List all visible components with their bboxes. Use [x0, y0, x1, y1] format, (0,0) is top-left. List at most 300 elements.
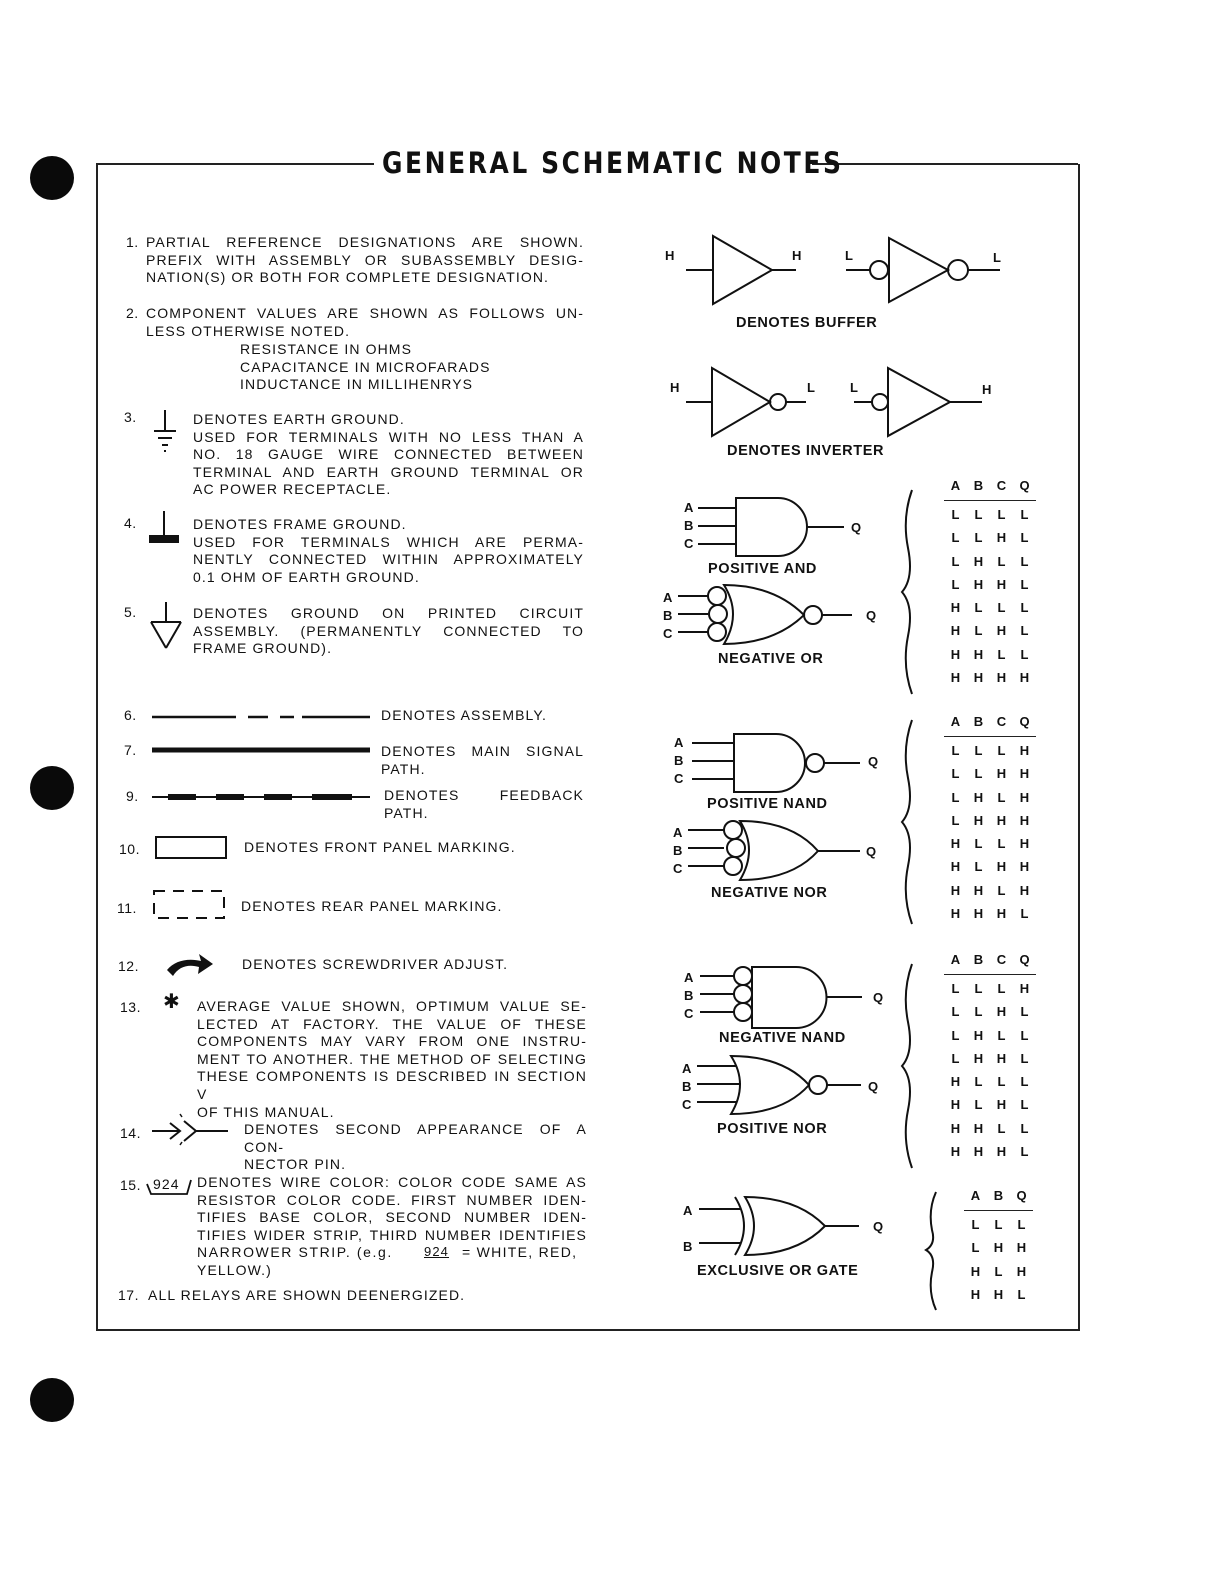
truth-table-cell: H	[950, 670, 961, 686]
positive-nor-gate-symbol	[697, 1054, 865, 1118]
truth-table-cell: H	[973, 1144, 984, 1160]
truth-table-cell: L	[974, 743, 983, 758]
nor-input-label: C	[663, 626, 673, 641]
truth-table-cell: L	[994, 1217, 1003, 1232]
xor-input-label: A	[683, 1203, 693, 1218]
truth-table-row	[964, 1264, 1033, 1287]
truth-table-header	[944, 478, 1036, 501]
rear-panel-box-icon	[153, 890, 225, 920]
truth-table-cell: H	[950, 623, 961, 639]
note-15-number: 15.	[120, 1177, 141, 1193]
truth-table-brace	[898, 488, 918, 696]
nand-output-label: Q	[868, 754, 879, 769]
note-6-text: DENOTES ASSEMBLY.	[381, 707, 548, 723]
text-line: NECTOR PIN.	[244, 1156, 347, 1173]
text-line: TIFIES BASE COLOR, SECOND NUMBER IDEN-	[197, 1209, 587, 1226]
truth-table-cell: H	[973, 1120, 984, 1136]
note-10-text: DENOTES FRONT PANEL MARKING.	[244, 839, 516, 855]
text-line: INDUCTANCE IN MILLIHENRYS	[240, 376, 474, 393]
truth-table-cell: H	[1019, 812, 1030, 828]
truth-table-cell: L	[974, 507, 983, 522]
text-line: DENOTES SECOND APPEARANCE OF A CON-	[244, 1121, 587, 1155]
negnand-output-label: Q	[873, 990, 884, 1005]
truth-table-cell: L	[951, 507, 960, 522]
truth-table-header	[964, 1188, 1033, 1211]
xor-input-label: B	[683, 1239, 693, 1254]
truth-table-row	[944, 1144, 1036, 1167]
note-13-number: 13.	[120, 999, 141, 1015]
text-line: USED FOR TERMINALS WITH NO LESS THAN A	[193, 428, 584, 445]
note-15-example-colors: = WHITE, RED,	[462, 1244, 578, 1261]
frame-top-rule-left	[96, 163, 374, 165]
nand-input-label: B	[674, 753, 684, 768]
truth-table-cell: H	[1016, 1263, 1027, 1279]
truth-table-cell: L	[974, 766, 983, 782]
truth-table-cell: H	[993, 1286, 1004, 1302]
truth-table-cell: H	[973, 1050, 984, 1066]
text-line: FRAME GROUND).	[193, 640, 333, 657]
truth-table-cell: H	[973, 576, 984, 592]
truth-table-cell: L	[1020, 623, 1029, 639]
truth-table-cell: H	[996, 812, 1007, 828]
text-line: USED FOR TERMINALS WHICH ARE PERMA-	[193, 533, 584, 550]
truth-table-row	[964, 1287, 1033, 1310]
truth-table-row	[944, 1051, 1036, 1074]
truth-table-row	[944, 670, 1036, 693]
truth-table-cell: H	[996, 859, 1007, 875]
text-line: PATH.	[384, 804, 429, 821]
buffer-gate-symbol	[686, 234, 1006, 308]
truth-table-row	[944, 906, 1036, 929]
truth-table-cell: L	[1020, 507, 1029, 522]
and-input-label: A	[684, 500, 694, 515]
truth-table-row	[944, 554, 1036, 577]
buffer-label: L	[845, 248, 853, 263]
truth-table-cell: H	[970, 1263, 981, 1279]
asterisk-icon: ✱	[163, 991, 181, 1013]
text-line: CAPACITANCE IN MICROFARADS	[240, 358, 491, 375]
truth-table-cell: L	[974, 530, 983, 546]
truth-table-cell: H	[1016, 1240, 1027, 1256]
truth-table-brace	[922, 1190, 942, 1312]
truth-table-cell: L	[1017, 1217, 1026, 1232]
note-15-example-text: NARROWER STRIP. (e.g.	[197, 1244, 393, 1261]
posnor-input-label: B	[682, 1079, 692, 1094]
negnor-input-label: C	[673, 861, 683, 876]
text-line: TERMINAL AND EARTH GROUND TERMINAL OR	[193, 463, 584, 480]
truth-table-header-cell: Q	[1019, 714, 1030, 729]
inverter-label: L	[850, 380, 858, 395]
truth-table-row	[964, 1217, 1033, 1240]
posnor-output-label: Q	[868, 1079, 879, 1094]
text-line: LESS OTHERWISE NOTED.	[146, 322, 351, 339]
truth-table-cell: H	[950, 836, 961, 852]
truth-table-cell: L	[997, 981, 1006, 996]
note-2-text	[146, 305, 584, 340]
truth-table-cell: L	[997, 600, 1006, 616]
positive-nand-caption: POSITIVE NAND	[707, 796, 828, 812]
truth-table-row	[944, 1028, 1036, 1051]
truth-table-cell: L	[974, 1074, 983, 1090]
truth-table-row	[964, 1240, 1033, 1263]
truth-table-cell: L	[997, 1074, 1006, 1090]
truth-table-row	[944, 577, 1036, 600]
truth-table-cell: H	[950, 646, 961, 662]
note-15-text	[197, 1174, 587, 1280]
truth-table-header-cell: A	[950, 478, 961, 493]
note-5-text	[193, 605, 584, 658]
truth-table-cell: H	[996, 623, 1007, 639]
note-3-text	[193, 411, 584, 499]
binder-hole-top	[30, 156, 74, 200]
buffer-label: H	[665, 248, 675, 263]
truth-table-header-cell: Q	[1016, 1188, 1027, 1203]
truth-table-row	[944, 507, 1036, 530]
note-3-number: 3.	[124, 409, 137, 425]
text-line: AVERAGE VALUE SHOWN, OPTIMUM VALUE SE-	[197, 998, 587, 1014]
truth-table-cell: H	[993, 1240, 1004, 1256]
truth-table-cell: H	[1019, 789, 1030, 805]
xor-output-label: Q	[873, 1219, 884, 1234]
truth-table-cell: H	[950, 1074, 961, 1090]
note-15-example-code: 924	[424, 1244, 449, 1259]
text-line: NATION(S) OR BOTH FOR COMPLETE DESIGNATION.	[146, 269, 550, 286]
truth-table-header	[944, 952, 1036, 975]
buffer-label: L	[993, 250, 1001, 265]
frame-top-rule-right	[812, 163, 1078, 165]
note-14-text	[244, 1121, 587, 1174]
note-17-text: ALL RELAYS ARE SHOWN DEENERGIZED.	[148, 1287, 466, 1303]
truth-table-cell: L	[997, 836, 1006, 852]
truth-table-cell: L	[1020, 1144, 1029, 1160]
assembly-line-icon	[152, 714, 370, 720]
truth-table-cell: L	[997, 1027, 1006, 1043]
text-line: 0.1 OHM OF EARTH GROUND.	[193, 568, 420, 585]
truth-table-cell: L	[974, 1097, 983, 1113]
inverter-label: H	[982, 382, 992, 397]
truth-table-nand-nor	[944, 714, 1036, 929]
text-line: PARTIAL REFERENCE DESIGNATIONS ARE SHOWN.	[146, 234, 584, 250]
truth-table-cell: H	[996, 576, 1007, 592]
binder-hole-middle	[30, 766, 74, 810]
truth-table-row	[944, 813, 1036, 836]
note-7-number: 7.	[124, 742, 137, 758]
inverter-gate-symbol	[686, 366, 986, 440]
truth-table-cell: H	[950, 859, 961, 875]
truth-table-cell: H	[950, 882, 961, 898]
truth-table-row	[944, 530, 1036, 553]
truth-table-cell: H	[1019, 981, 1030, 996]
text-line: PATH.	[381, 760, 426, 777]
truth-table-cell: H	[973, 553, 984, 569]
note-12-text: DENOTES SCREWDRIVER ADJUST.	[242, 956, 509, 972]
note-4-text	[193, 516, 584, 586]
truth-table-brace	[898, 718, 918, 926]
note-5-number: 5.	[124, 604, 137, 620]
truth-table-cell: L	[951, 530, 960, 546]
negative-nor-caption: NEGATIVE NOR	[711, 885, 828, 901]
binder-hole-bottom	[30, 1378, 74, 1422]
truth-table-cell: L	[1020, 906, 1029, 922]
text-line: RESISTANCE IN OHMS	[240, 341, 413, 357]
truth-table-cell: L	[951, 981, 960, 996]
negnand-input-label: B	[684, 988, 694, 1003]
truth-table-cell: H	[996, 906, 1007, 922]
truth-table-cell: L	[1020, 646, 1029, 662]
truth-table-header-cell: B	[993, 1188, 1004, 1203]
truth-table-cell: L	[1017, 1286, 1026, 1302]
truth-table-cell: L	[1020, 1004, 1029, 1020]
nor-output-label: Q	[866, 608, 877, 623]
note-1-number: 1.	[126, 234, 139, 250]
truth-table-cell: H	[950, 1120, 961, 1136]
truth-table-header-cell: C	[996, 952, 1007, 967]
truth-table-cell: H	[970, 1286, 981, 1302]
truth-table-row	[944, 647, 1036, 670]
truth-table-cell: H	[973, 906, 984, 922]
truth-table-row	[944, 981, 1036, 1004]
negative-or-caption: NEGATIVE OR	[718, 651, 824, 667]
truth-table-row	[944, 1097, 1036, 1120]
truth-table-row	[944, 836, 1036, 859]
truth-table-cell: L	[997, 882, 1006, 898]
posnor-input-label: C	[682, 1097, 692, 1112]
truth-table-row	[944, 600, 1036, 623]
truth-table-cell: H	[950, 600, 961, 616]
connector-pin-icon	[150, 1112, 230, 1148]
truth-table-cell: L	[951, 1027, 960, 1043]
truth-table-header-cell: C	[996, 714, 1007, 729]
truth-table-row	[944, 883, 1036, 906]
truth-table-cell: L	[997, 553, 1006, 569]
truth-table-row	[944, 623, 1036, 646]
truth-table-row	[944, 1121, 1036, 1144]
truth-table-cell: L	[1020, 530, 1029, 546]
note-2-units	[240, 341, 560, 394]
truth-table-cell: L	[997, 646, 1006, 662]
note-7-text	[381, 743, 584, 778]
note-1-text	[146, 234, 584, 287]
note-11-text: DENOTES REAR PANEL MARKING.	[241, 898, 503, 914]
front-panel-box-icon	[155, 836, 227, 860]
page-title: GENERAL SCHEMATIC NOTES	[382, 146, 844, 180]
truth-table-cell: L	[1020, 600, 1029, 616]
positive-nor-caption: POSITIVE NOR	[717, 1121, 828, 1137]
negative-nor-gate-symbol	[688, 818, 864, 884]
truth-table-cell: H	[1019, 766, 1030, 782]
text-line: THESE COMPONENTS IS DESCRIBED IN SECTION V	[197, 1068, 587, 1102]
exclusive-or-gate-symbol	[697, 1194, 863, 1258]
text-line: DENOTES WIRE COLOR: COLOR CODE SAME AS	[197, 1174, 587, 1190]
truth-table-header-cell: C	[996, 478, 1007, 493]
negative-nand-gate-symbol	[700, 964, 866, 1032]
negnor-output-label: Q	[866, 844, 877, 859]
truth-table-cell: L	[974, 1004, 983, 1020]
truth-table-cell: L	[951, 812, 960, 828]
truth-table-and-or	[944, 478, 1036, 693]
text-line: MENT TO ANOTHER. THE METHOD OF SELECTING	[197, 1050, 587, 1067]
truth-table-brace	[898, 962, 918, 1170]
truth-table-cell: L	[974, 600, 983, 616]
text-line: DENOTES FRAME GROUND.	[193, 516, 407, 532]
note-11-number: 11.	[117, 900, 137, 916]
truth-table-cell: H	[996, 766, 1007, 782]
wire-color-bracket-icon	[145, 1176, 193, 1198]
truth-table-cell: H	[950, 906, 961, 922]
truth-table-row	[944, 1004, 1036, 1027]
main-signal-line-icon	[152, 746, 370, 754]
truth-table-row	[944, 766, 1036, 789]
note-14-number: 14.	[120, 1125, 141, 1141]
truth-table-cell: H	[1019, 670, 1030, 686]
truth-table-cell: L	[1020, 553, 1029, 569]
truth-table-header-cell: A	[970, 1188, 981, 1203]
text-line: NO. 18 GAUGE WIRE CONNECTED BETWEEN	[193, 446, 584, 463]
pc-ground-icon	[150, 602, 182, 650]
text-line: PREFIX WITH ASSEMBLY OR SUBASSEMBLY DESIG-	[146, 251, 584, 268]
screwdriver-adjust-icon	[165, 952, 215, 978]
truth-table-row	[944, 790, 1036, 813]
truth-table-row	[944, 1074, 1036, 1097]
truth-table-cell: H	[1019, 836, 1030, 852]
positive-and-caption: POSITIVE AND	[708, 561, 817, 577]
truth-table-cell: L	[971, 1240, 980, 1256]
truth-table-cell: L	[951, 743, 960, 758]
truth-table-cell: H	[996, 1004, 1007, 1020]
note-10-number: 10.	[119, 841, 140, 857]
text-line: YELLOW.)	[197, 1261, 272, 1278]
truth-table-cell: H	[996, 1144, 1007, 1160]
text-line: ASSEMBLY. (PERMANENTLY CONNECTED TO	[193, 622, 584, 639]
truth-table-negnand-posnor	[944, 952, 1036, 1167]
buffer-caption: DENOTES BUFFER	[736, 315, 878, 331]
truth-table-cell: L	[951, 1004, 960, 1020]
truth-table-cell: H	[973, 812, 984, 828]
positive-and-gate-symbol	[698, 496, 848, 560]
and-input-label: B	[684, 518, 694, 533]
posnor-input-label: A	[682, 1061, 692, 1076]
truth-table-cell: H	[973, 1027, 984, 1043]
truth-table-cell: L	[951, 789, 960, 805]
negative-or-gate-symbol	[678, 582, 864, 648]
text-line: TIFIES WIDER STRIP, THIRD NUMBER IDENTIFIES	[197, 1226, 587, 1243]
truth-table-cell: H	[950, 1097, 961, 1113]
truth-table-header	[944, 714, 1036, 737]
truth-table-cell: H	[996, 530, 1007, 546]
truth-table-cell: L	[974, 981, 983, 996]
note-17-number: 17.	[118, 1287, 139, 1303]
nand-input-label: A	[674, 735, 684, 750]
truth-table-cell: L	[974, 836, 983, 852]
truth-table-cell: L	[974, 623, 983, 639]
exclusive-or-caption: EXCLUSIVE OR GATE	[697, 1263, 859, 1279]
text-line: DENOTES FEEDBACK	[384, 787, 584, 803]
negnor-input-label: A	[673, 825, 683, 840]
text-line: DENOTES EARTH GROUND.	[193, 411, 405, 427]
truth-table-header-cell: A	[950, 714, 961, 729]
truth-table-cell: L	[1020, 1050, 1029, 1066]
truth-table-cell: H	[996, 670, 1007, 686]
text-line: DENOTES MAIN SIGNAL	[381, 743, 584, 759]
truth-table-cell: L	[951, 553, 960, 569]
truth-table-cell: L	[951, 576, 960, 592]
feedback-line-icon	[152, 793, 370, 801]
inverter-label: L	[807, 380, 815, 395]
truth-table-cell: L	[1020, 1074, 1029, 1090]
truth-table-cell: H	[973, 882, 984, 898]
truth-table-cell: L	[1020, 576, 1029, 592]
truth-table-cell: L	[997, 1120, 1006, 1136]
truth-table-cell: L	[997, 743, 1006, 758]
truth-table-cell: L	[994, 1263, 1003, 1279]
truth-table-cell: H	[973, 789, 984, 805]
note-4-number: 4.	[124, 515, 137, 531]
text-line: DENOTES GROUND ON PRINTED CIRCUIT	[193, 605, 584, 621]
note-9-text	[384, 787, 584, 822]
positive-nand-gate-symbol	[692, 732, 864, 796]
truth-table-cell: L	[997, 789, 1006, 805]
negative-nand-caption: NEGATIVE NAND	[719, 1030, 846, 1046]
inverter-label: H	[670, 380, 680, 395]
note-9-number: 9.	[126, 788, 139, 804]
note-13-text	[197, 998, 587, 1121]
frame-ground-icon	[148, 511, 180, 545]
truth-table-cell: L	[997, 507, 1006, 522]
nor-input-label: B	[663, 608, 673, 623]
nor-input-label: A	[663, 590, 673, 605]
truth-table-header-cell: B	[973, 478, 984, 493]
text-line: LECTED AT FACTORY. THE VALUE OF THESE	[197, 1015, 587, 1032]
earth-ground-icon	[152, 410, 178, 454]
truth-table-header-cell: B	[973, 714, 984, 729]
truth-table-cell: H	[973, 670, 984, 686]
note-12-number: 12.	[118, 958, 139, 974]
text-line: COMPONENTS MAY VARY FROM ONE INSTRU-	[197, 1033, 587, 1050]
nand-input-label: C	[674, 771, 684, 786]
truth-table-row	[944, 859, 1036, 882]
truth-table-cell: H	[1019, 882, 1030, 898]
truth-table-cell: H	[973, 646, 984, 662]
inverter-caption: DENOTES INVERTER	[727, 443, 885, 459]
truth-table-cell: H	[1019, 859, 1030, 875]
text-line: OF THIS MANUAL.	[197, 1103, 335, 1120]
truth-table-cell: H	[996, 1097, 1007, 1113]
truth-table-header-cell: Q	[1019, 478, 1030, 493]
negnand-input-label: A	[684, 970, 694, 985]
truth-table-cell: H	[996, 1050, 1007, 1066]
truth-table-header-cell: A	[950, 952, 961, 967]
buffer-label: H	[792, 248, 802, 263]
and-output-label: Q	[851, 520, 862, 535]
negnand-input-label: C	[684, 1006, 694, 1021]
truth-table-cell: H	[1019, 743, 1030, 758]
text-line: COMPONENT VALUES ARE SHOWN AS FOLLOWS UN-	[146, 305, 584, 321]
truth-table-cell: L	[1020, 1097, 1029, 1113]
wire-color-code: 924	[153, 1176, 180, 1192]
truth-table-header-cell: Q	[1019, 952, 1030, 967]
negnor-input-label: B	[673, 843, 683, 858]
truth-table-cell: L	[1020, 1027, 1029, 1043]
text-line: NENTLY CONNECTED WITHIN APPROXIMATELY	[193, 551, 584, 568]
note-6-number: 6.	[124, 707, 137, 723]
truth-table-cell: L	[951, 1050, 960, 1066]
truth-table-header-cell: B	[973, 952, 984, 967]
and-input-label: C	[684, 536, 694, 551]
text-line: RESISTOR COLOR CODE. FIRST NUMBER IDEN-	[197, 1191, 587, 1208]
note-2-number: 2.	[126, 305, 139, 321]
truth-table-cell: L	[971, 1217, 980, 1232]
truth-table-cell: L	[974, 859, 983, 875]
